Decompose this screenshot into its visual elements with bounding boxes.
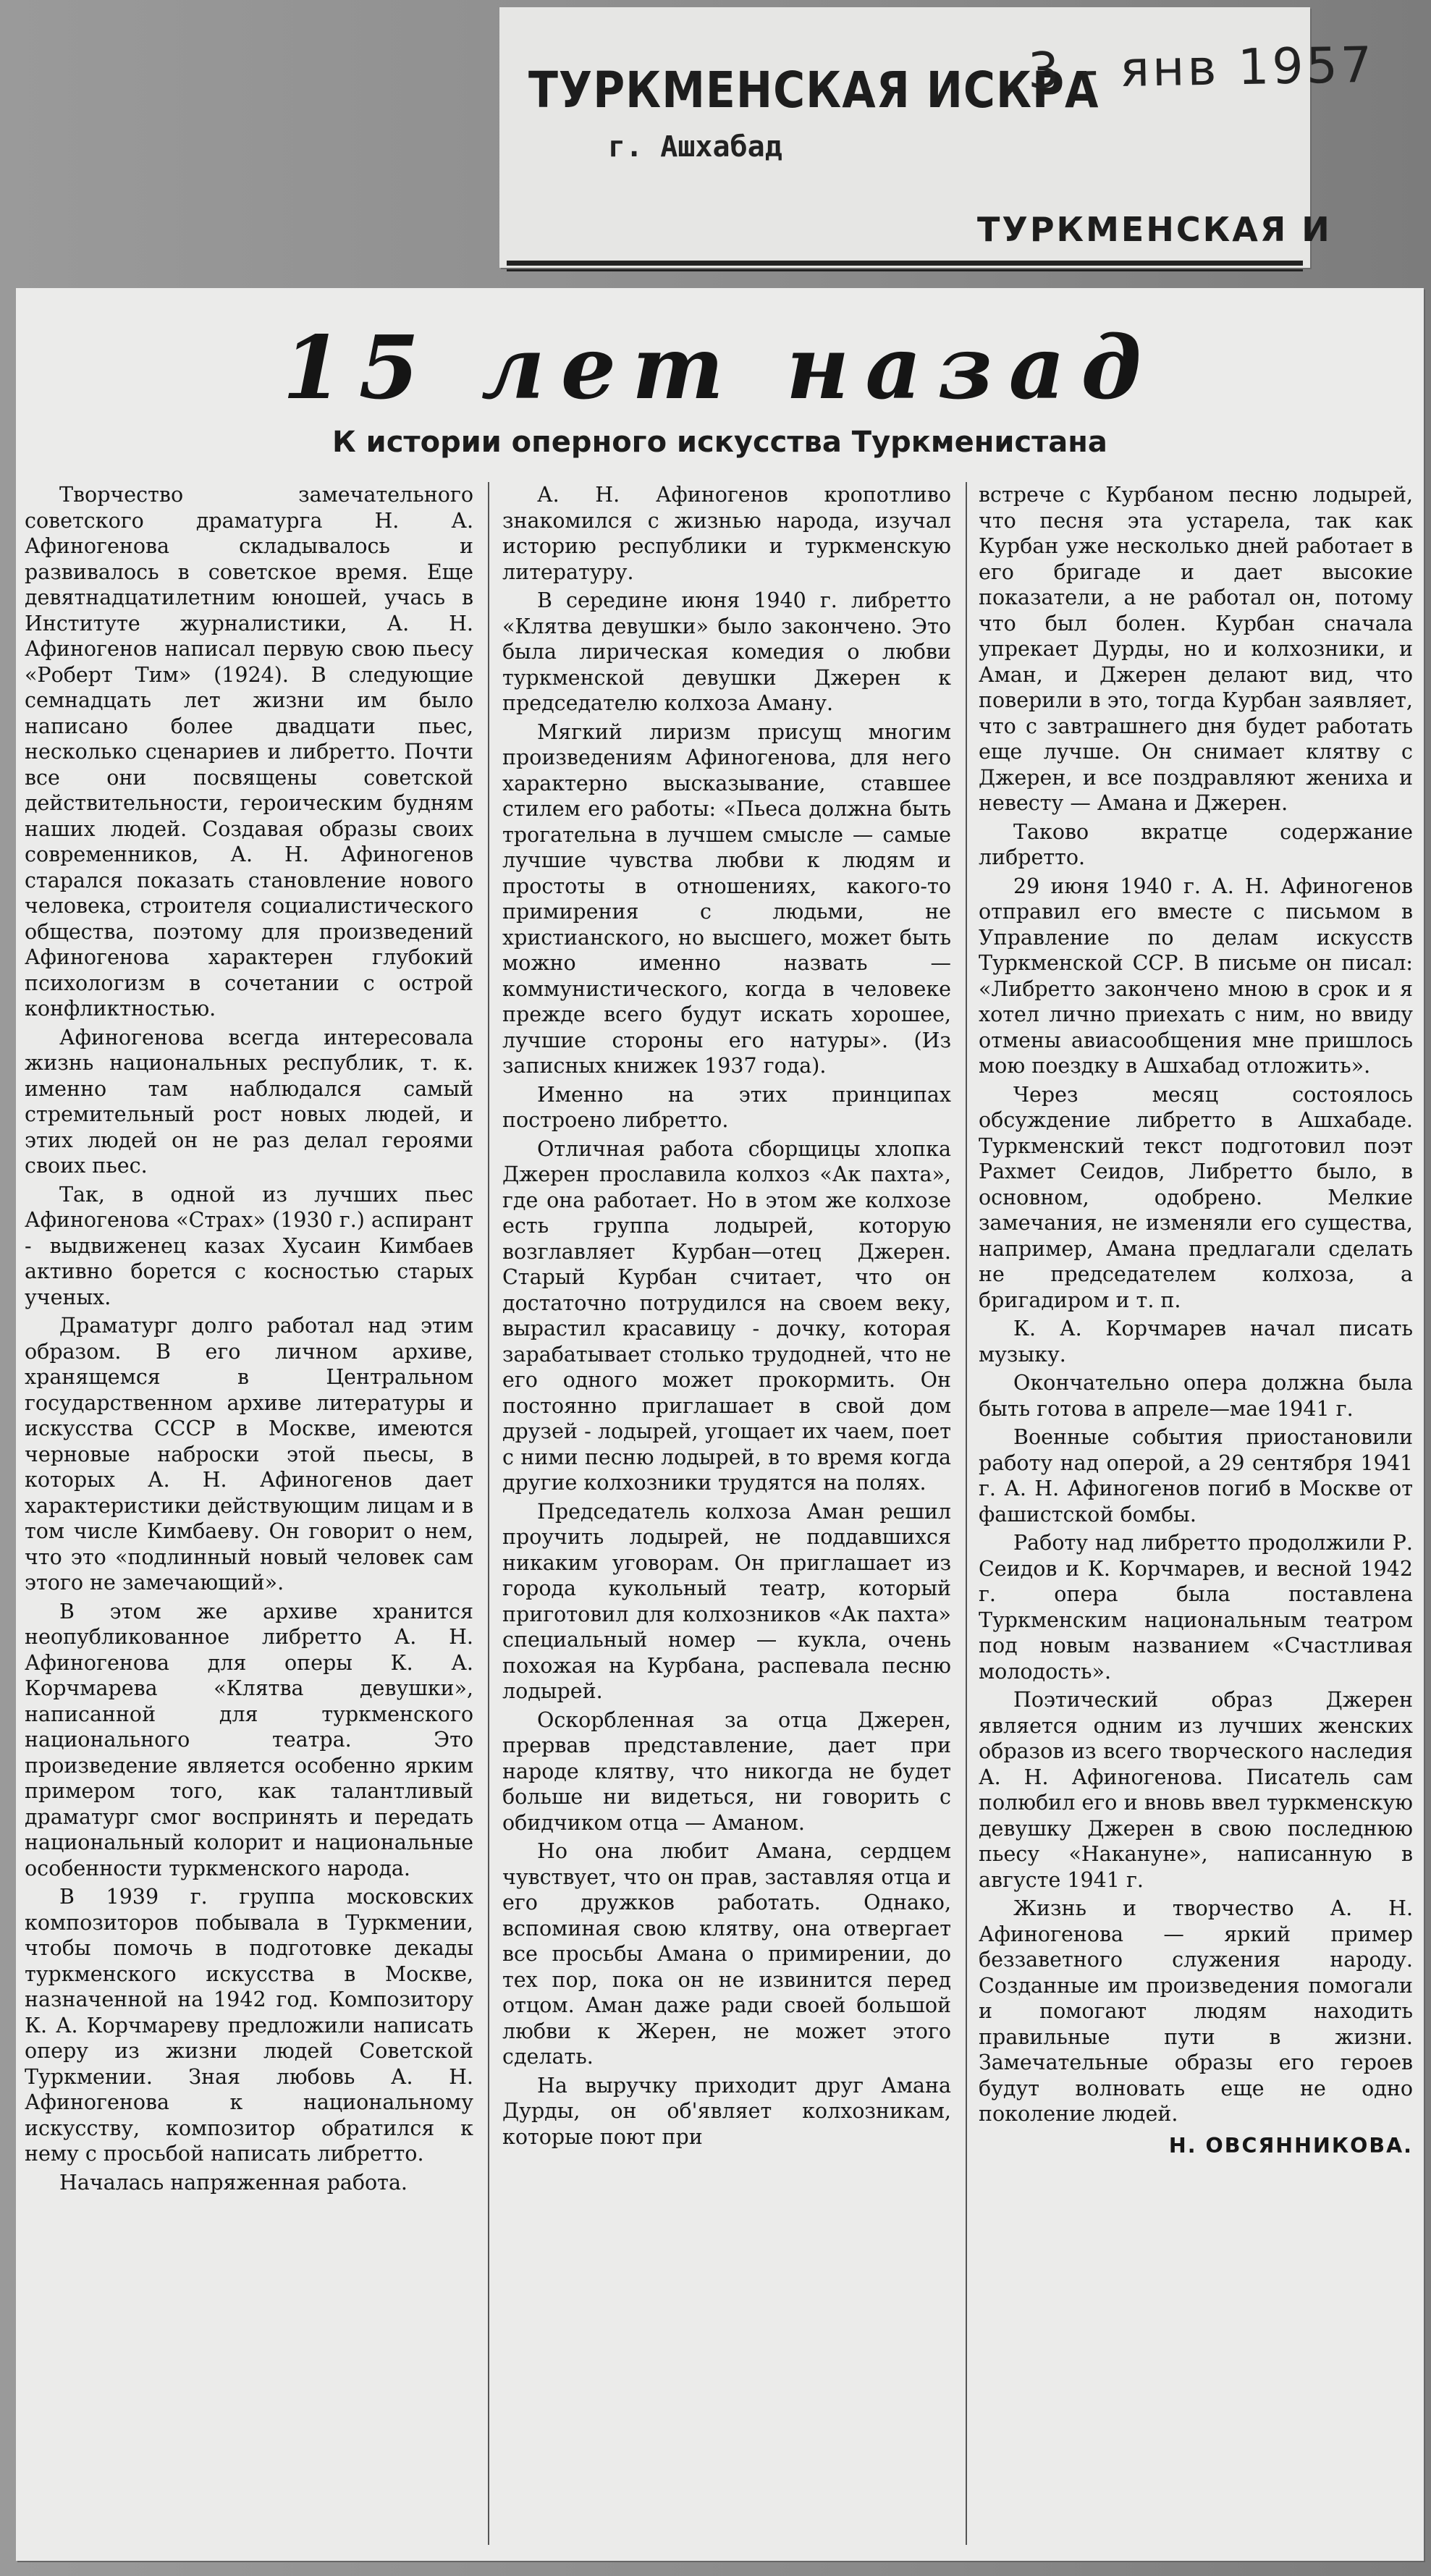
paragraph: Поэтический образ Джерен является одним из лучших женских образов из всего творческого наследия А. Н. Афиногенова. Писатель сам полюбил его и вновь ввел туркменскую девушку Джерен в свою последнюю пьесу «Накануне», написанную в августе 1941 г. [979, 1688, 1413, 1892]
masthead-fragment: ТУРКМЕНСКАЯ И [977, 210, 1332, 249]
label-city: г. Ашхабад [608, 130, 782, 164]
label-newspaper-name: ТУРКМЕНСКАЯ ИСКРА [528, 61, 1099, 120]
masthead-rule-thin [507, 269, 1303, 271]
column-divider [966, 482, 967, 2545]
paragraph: Окончательно опера должна была быть готова в апреле—мае 1941 г. [979, 1371, 1413, 1421]
paragraph: В середине июня 1940 г. либретто «Клятва девушки» было закончено. Это была лирическая комедия о любви туркменской девушки Джерен к председателю колхоза Аману. [502, 588, 951, 715]
column-1 [25, 482, 473, 2198]
column-2 [502, 482, 951, 2153]
paragraph: Но она любит Амана, сердцем чувствует, что он прав, заставляя отца и его дружков работать. Однако, вспоминая свою клятву, она отвергает все просьбы Амана о примирении, до тех пор, пока он не извинится перед отцом. Аман даже ради своей большой любви к Жерен, не может этого сделать. [502, 1839, 951, 2069]
paragraph: На выручку приходит друг Амана Дурды, он об'являет колхозникам, которые поют при [502, 2073, 951, 2149]
column-divider [488, 482, 489, 2545]
paragraph: К. А. Корчмарев начал писать музыку. [979, 1317, 1413, 1367]
paragraph: Началась напряженная работа. [59, 2170, 408, 2195]
paragraph: Отличная работа сборщицы хлопка Джерен прославила колхоз «Ак пахта», где она работает. Но в этом же колхозе есть группа лодырей, которую возглавляет Курбан—отец Джерен. Старый Курбан считает, что он достаточно потрудился на своем веку, вырастил красавицу - дочку, которая зарабатывает столько трудодней, что не его одного может прокормить. Он постоянно приглашает в свой дом друзей - лодырей, угощает их чаем, поет с ними песню лодырей, в то время когда другие колхозники трудятся на полях. [502, 1136, 951, 1495]
article-clipping [16, 288, 1424, 2561]
paragraph: В 1939 г. группа московских композиторов побывала в Туркмении, чтобы помочь в подготовке декады туркменского искусства в Москве, назначенной на 1942 год. Композитору К. А. Корчмареву предложили написать оперу из жизни людей Советской Туркмении. Зная любовь А. Н. Афиногенова к национальному искусству, композитор обратился к нему с просьбой написать либретто. [25, 1885, 473, 2166]
subheadline: К истории оперного искусства Туркменистана [332, 426, 1107, 459]
paragraph: Жизнь и творчество А. Н. Афиногенова — яркий пример беззаветного служения народу. Созданные им произведения помогали и помогают людям находить правильные пути в жизни. Замечательные образы его героев будут волновать еще не одно поколение людей. [979, 1896, 1413, 2126]
paragraph: Афиногенова всегда интересовала жизнь национальных республик, т. к. именно там наблюдался самый стремительный рост новых людей, и этих людей он не раз делал героями своих пьес. [25, 1025, 473, 1178]
column-3 [979, 482, 1413, 2161]
headline: 15 лет назад [282, 317, 1157, 419]
label-date-stamp: 3 - янв 1957 [1027, 36, 1375, 101]
paragraph: Именно на этих принципах построено либретто. [502, 1082, 951, 1132]
paragraph: Так, в одной из лучших пьес Афиногенова «Страх» (1930 г.) аспирант - выдвиженец казах Хусаин Кимбаев активно борется с косностью старых ученых. [25, 1182, 473, 1309]
paragraph: Военные события приостановили работу над оперой, а 29 сентября 1941 г. А. Н. Афиногенов погиб в Москве от фашистской бомбы. [979, 1425, 1413, 1526]
paragraph: Председатель колхоза Аман решил проучить лодырей, не поддавшихся никаким уговорам. Он приглашает из города кукольный театр, который приготовил для колхозников «Ак пахта» специальный номер — кукла, очень похожая на Курбана, распевала песню лодырей. [502, 1499, 951, 1703]
paragraph: Через месяц состоялось обсуждение либретто в Ашхабаде. Туркменский текст подготовил поэт Рахмет Сеидов, Либретто было, в основном, одобрено. Мелкие замечания, не изменяли его существа, например, Амана предлагали сделать не председателем колхоза, а бригадиром и т. п. [979, 1082, 1413, 1312]
paragraph: Оскорбленная за отца Джерен, прервав представление, дает при народе клятву, что никогда не будет больше ни видеться, ни говорить с обидчиком отца — Аманом. [502, 1707, 951, 1835]
paragraph: Творчество замечательного советского драматурга Н. А. Афиногенова складывалось и развивалось в советское время. Еще девятнадцатилетним юношей, учась в Институте журналистики, А. Н. Афиногенов написал первую свою пьесу «Роберт Тим» (1924). В следующие семнадцать лет жизни им было написано более двадцати пьес, несколько сценариев и либретто. Почти все они посвящены советской действительности, героическим будням наших людей. Создавая образы своих современников, А. Н. Афиногенов старался показать становление нового человека, строителя социалистического общества, поэтому для произведений Афиногенова характерен глубокий психологизм в сочетании с острой конфликтностью. [25, 483, 473, 1021]
paragraph: А. Н. Афиногенов кропотливо знакомился с жизнью народа, изучал историю республики и туркменскую литературу. [502, 483, 951, 584]
paragraph: Таково вкратце содержание либретто. [979, 819, 1413, 869]
masthead-rule [507, 261, 1303, 266]
paragraph: Мягкий лиризм присущ многим произведениям Афиногенова, для него характерно высказывание, ставшее стилем его работы: «Пьеса должна быть трогательна в лучшем смысле — самые лучшие чувства любви к людям и простоты в отношениях, какого-то примирения с людьми, не христианского, но высшего, может быть можно именно назвать — коммунистического, когда в человеке прежде всего будут искать хорошее, лучшие стороны его натуры». (Из записных книжек 1937 года). [502, 719, 951, 1078]
paragraph: Работу над либретто продолжили Р. Сеидов и К. Корчмарев, и весной 1942 г. опера была поставлена Туркменским национальным театром под новым названием «Счастливая молодость». [979, 1531, 1413, 1684]
paragraph: Драматург долго работал над этим образом. В его личном архиве, хранящемся в Центральном государственном архиве литературы и искусства СССР в Москве, имеются черновые наброски этой пьесы, в которых А. Н. Афиногенов дает характеристики действующим лицам и в том числе Кимбаеву. Он говорит о нем, что это «подлинный новый человек сам этого не замечающий». [25, 1314, 473, 1595]
author-signature: Н. ОВСЯННИКОВА. [1168, 2133, 1413, 2158]
paragraph: встрече с Курбаном песню лодырей, что песня эта устарела, так как Курбан уже несколько дней работает в его бригаде и дает высокие показатели, а не работал он, потому что был болен. Курбан сначала упрекает Дурды, но и колхозники, и Аман, и Джерен делают вид, что поверили в это, тогда Курбан заявляет, что с завтрашнего дня будет работать еще лучше. Он снимает клятву с Джерен, и все поздравляют жениха и невесту — Амана и Джерен. [979, 483, 1413, 815]
paragraph: 29 июня 1940 г. А. Н. Афиногенов отправил его вместе с письмом в Управление по делам искусств Туркменской ССР. В письме он писал: «Либретто закончено мною в срок и я хотел лично приехать с ним, но ввиду отмены авиасообщения мне пришлось мою поездку в Ашхабад отложить». [979, 874, 1413, 1078]
paragraph: В этом же архиве хранится неопубликованное либретто А. Н. Афиногенова для оперы К. А. Корчмарева «Клятва девушки», написанной для туркменского национального театра. Это произведение является особенно ярким примером того, как талантливый драматург смог воспринять и передать национальный колорит и национальные особенности туркменского народа. [25, 1599, 473, 1880]
